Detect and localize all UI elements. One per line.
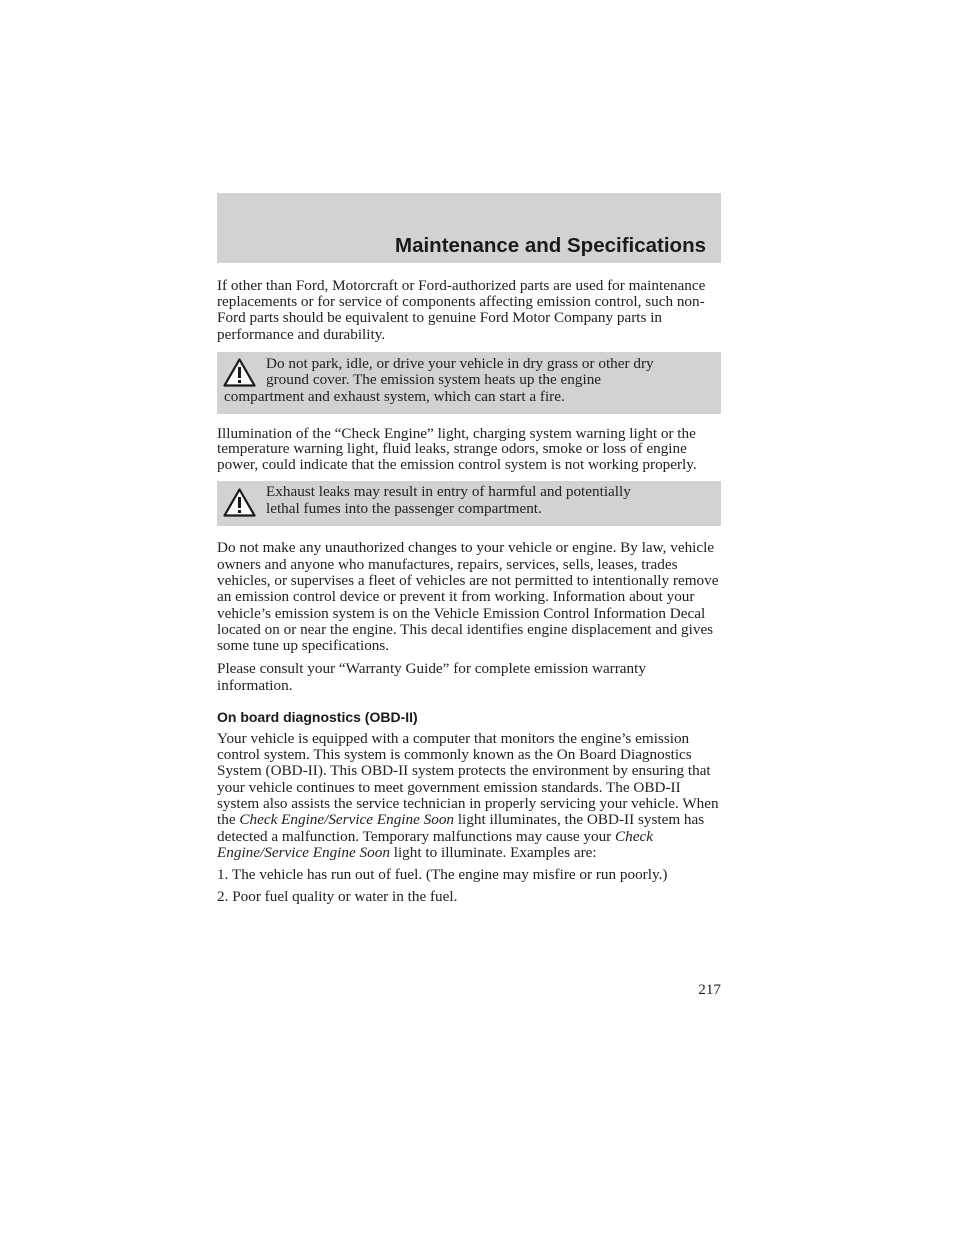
paragraph-parts: If other than Ford, Motorcraft or Ford-authorized parts are used for maintenance replacements or for service of components affecting emission control, such non-Ford parts should be equivalent to genuine Ford Motor Company parts in performance and durability. [217, 277, 706, 343]
text-run: Your vehicle is equipped with a computer that monitors the engine’s emission control system. This system is commonly known as the On Board Diagnostics System (OBD-II). This OBD-II system protects the environment by ensuring that your vehicle continues to meet government emission standards. The OBD-II system also assists the service technician in properly servicing your vehicle. When the [217, 729, 719, 829]
warning-text-line: compartment and exhaust system, which can start a fire. [224, 388, 565, 405]
section-title: Maintenance and Specifications [395, 234, 706, 257]
italic-light-name: Check Engine/Service Engine Soon [239, 811, 455, 829]
subheading-obd: On board diagnostics (OBD-II) [217, 708, 418, 725]
italic-light-name: Check Engine/Service Engine Soon [217, 827, 653, 861]
warning-text-line: Do not park, idle, or drive your vehicle in dry grass or other dry [266, 354, 654, 372]
paragraph-obd [217, 731, 721, 861]
text-run: light illuminates, the OBD-II system has detected a malfunction. Temporary malfunctions may cause your [217, 811, 705, 845]
text-run: light to illuminate. Examples are: [389, 843, 597, 861]
warning-text-line: Exhaust leaks may result in entry of harmful and potentially [266, 483, 631, 501]
warning-triangle-icon [223, 358, 256, 387]
paragraph-illumination: Illumination of the “Check Engine” light, charging system warning light or the temperature warning light, fluid leaks, strange odors, smoke or loss of engine power, could indicate that the emission control system is not working properly. [217, 424, 697, 473]
manual-page [217, 193, 721, 905]
list-item: 1. The vehicle has run out of fuel. (The engine may misfire or run poorly.) [217, 866, 668, 884]
warning-triangle-icon [223, 488, 256, 517]
warning-text-line: ground cover. The emission system heats up the engine [266, 371, 602, 389]
paragraph-unauthorized-changes: Do not make any unauthorized changes to your vehicle or engine. By law, vehicle owners and anyone who manufactures, repairs, services, sells, leases, trades vehicles, or supervises a fleet of vehicles are not permitted to intentionally remove an emission control device or prevent it from working. Information about your vehicle’s emission system is on the Vehicle Emission Control Information Decal located on or near the engine. This decal identifies engine displacement and gives some tune up specifications. [217, 539, 719, 655]
paragraph-warranty: Please consult your “Warranty Guide” for complete emission warranty information. [217, 660, 646, 694]
page-number: 217 [698, 981, 721, 998]
list-item: 2. Poor fuel quality or water in the fuel. [217, 887, 458, 905]
warning-box-exhaust [217, 481, 721, 526]
warning-box-fire [217, 352, 721, 414]
warning-text-line: lethal fumes into the passenger compartment. [266, 499, 542, 517]
section-header [217, 193, 721, 263]
